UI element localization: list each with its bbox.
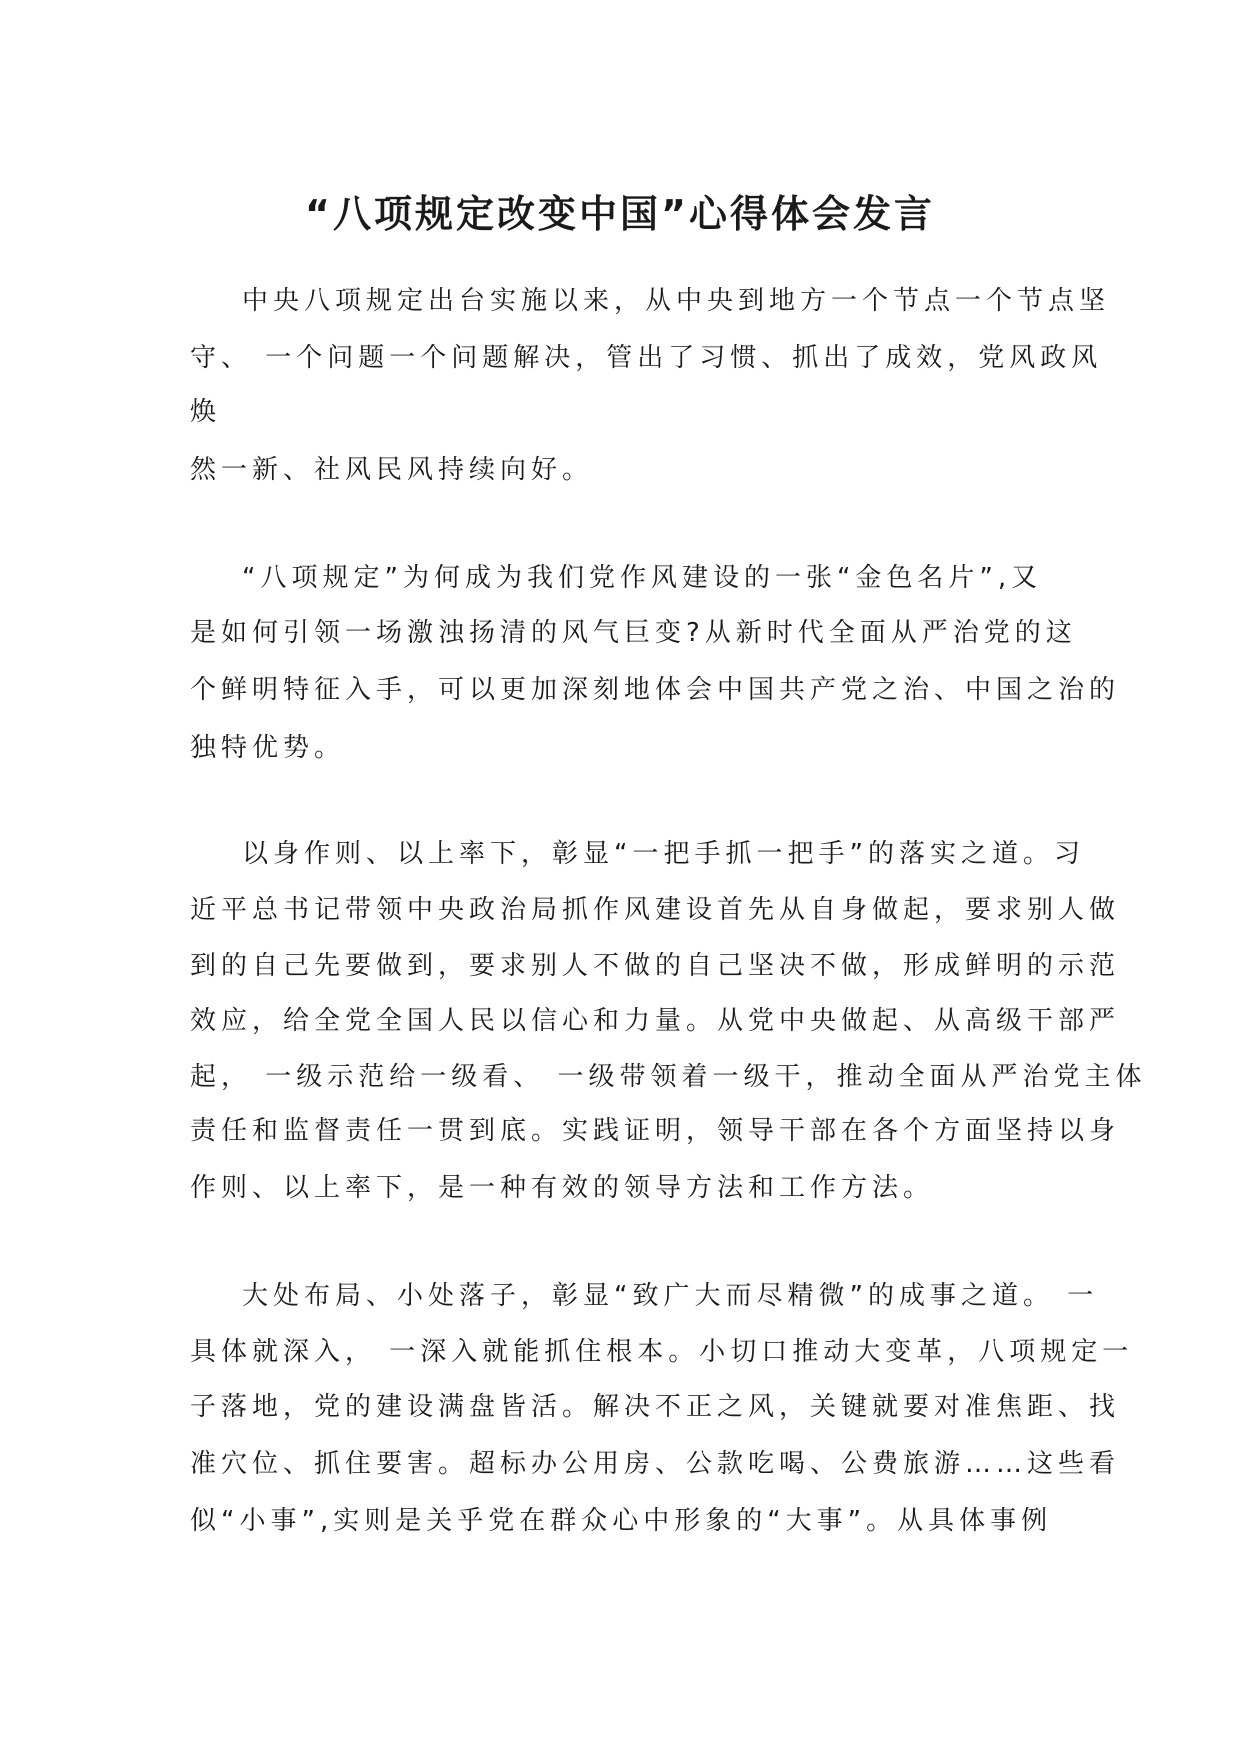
body-line: 焕: [190, 397, 222, 427]
body-line: “八项规定”为何成为我们党作风建设的一张“金色名片”,又: [242, 563, 1043, 593]
body-line: 独特优势。: [190, 733, 346, 763]
body-line: 个鲜明特征入手，可以更加深刻地体会中国共产党之治、中国之治的: [190, 675, 1121, 705]
body-line: 似“小事”,实则是关乎党在群众心中形象的“大事”。从具体事例: [190, 1506, 1053, 1536]
body-line: 具体就深入， 一深入就能抓住根本。小切口推动大变革，八项规定一: [190, 1337, 1134, 1367]
body-line: 中央八项规定出台实施以来，从中央到地方一个节点一个节点坚: [242, 286, 1111, 316]
body-line: 到的自己先要做到，要求别人不做的自己坚决不做，形成鲜明的示范: [190, 951, 1121, 981]
body-line: 然一新、社风民风持续向好。: [190, 455, 594, 485]
body-line: 近平总书记带领中央政治局抓作风建设首先从自身做起，要求别人做: [190, 895, 1121, 925]
body-line: 作则、以上率下，是一种有效的领导方法和工作方法。: [190, 1173, 935, 1203]
body-line: 责任和监督责任一贯到底。实践证明，领导干部在各个方面坚持以身: [190, 1116, 1121, 1146]
body-line: 大处布局、小处落子，彰显“致广大而尽精微”的成事之道。 一: [242, 1281, 1099, 1311]
body-line: 守、 一个问题一个问题解决，管出了习惯、抓出了成效，党风政风: [190, 343, 1103, 373]
body-line: 起， 一级示范给一级看、 一级带领着一级干，推动全面从严治党主体: [190, 1062, 1147, 1092]
document-title: “八项规定改变中国”心得体会发言: [305, 192, 935, 236]
body-line: 效应，给全党全国人民以信心和力量。从党中央做起、从高级干部严: [190, 1006, 1121, 1036]
body-line: 子落地，党的建设满盘皆活。解决不正之风，关键就要对准焦距、找: [190, 1392, 1121, 1422]
body-line: 准穴位、抓住要害。超标办公用房、公款吃喝、公费旅游……这些看: [190, 1449, 1121, 1479]
body-line: 是如何引领一场激浊扬清的风气巨变?从新时代全面从严治党的这: [190, 618, 1077, 648]
body-line: 以身作则、以上率下，彰显“一把手抓一把手”的落实之道。习: [242, 839, 1085, 869]
